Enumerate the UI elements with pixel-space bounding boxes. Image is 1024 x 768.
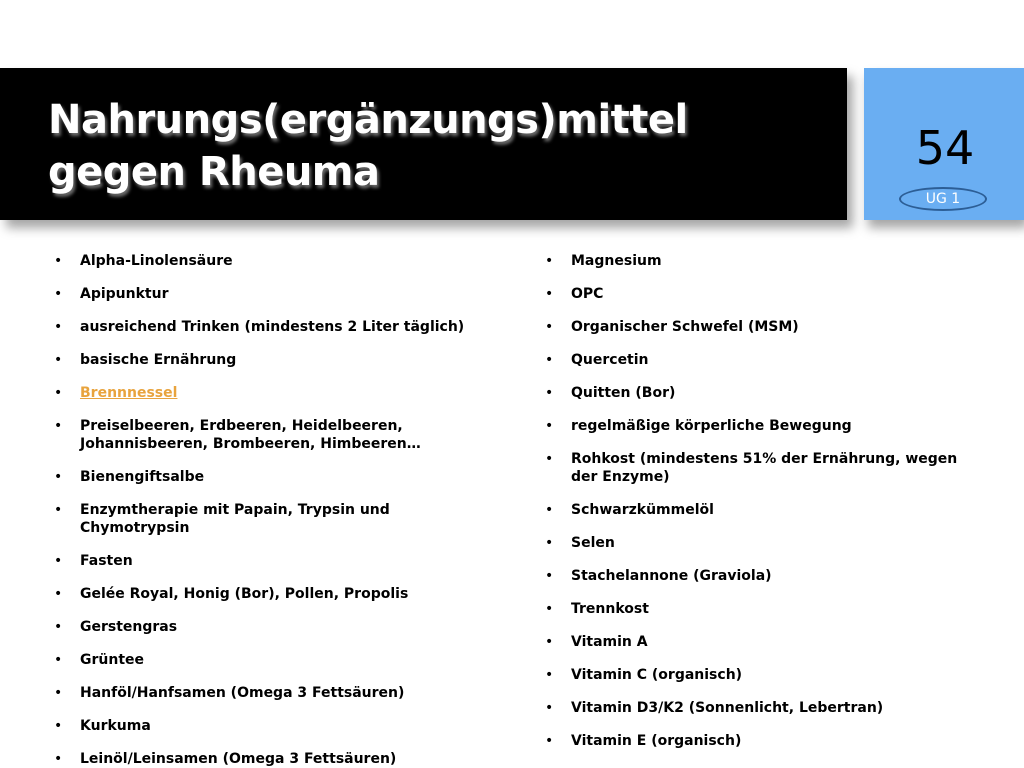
item-link[interactable]: Brennnessel	[80, 385, 178, 401]
item-label: Kurkuma	[80, 718, 151, 734]
item-label: Stachelannone (Graviola)	[571, 568, 772, 584]
item-label: regelmäßige körperliche Bewegung	[571, 418, 852, 434]
left-list-item	[54, 717, 494, 735]
item-label: Hanföl/Hanfsamen (Omega 3 Fettsäuren)	[80, 685, 405, 701]
item-label: Leinöl/Leinsamen (Omega 3 Fettsäuren)	[80, 751, 397, 767]
right-list-item	[545, 600, 985, 618]
right-list-item	[545, 318, 985, 336]
bullet-icon: •	[54, 718, 63, 734]
item-label: Alpha-Linolensäure	[80, 253, 233, 269]
left-list-item	[54, 651, 494, 669]
right-list-item	[545, 732, 985, 750]
right-list-item	[545, 534, 985, 552]
bullet-icon: •	[545, 634, 554, 650]
bullet-icon: •	[545, 253, 554, 269]
bullet-icon: •	[545, 502, 554, 518]
bullet-icon: •	[54, 502, 63, 518]
left-list-item	[54, 750, 494, 768]
bullet-icon: •	[545, 418, 554, 434]
item-label: Fasten	[80, 553, 133, 569]
item-label: Selen	[571, 535, 615, 551]
right-list-item	[545, 567, 985, 585]
item-label: Organischer Schwefel (MSM)	[571, 319, 799, 335]
item-label: Trennkost	[571, 601, 649, 617]
right-list-item	[545, 450, 985, 486]
slide-title: Nahrungs(ergänzungs)mittel gegen Rheuma	[48, 97, 688, 195]
right-list-item	[545, 501, 985, 519]
bullet-icon: •	[54, 418, 63, 434]
bullet-icon: •	[54, 553, 63, 569]
bullet-icon: •	[54, 619, 63, 635]
left-list-item	[54, 501, 494, 537]
right-list-item	[545, 633, 985, 651]
item-label: Schwarzkümmelöl	[571, 502, 714, 518]
bullet-icon: •	[54, 385, 63, 401]
bullet-icon: •	[545, 568, 554, 584]
item-label: Enzymtherapie mit Papain, Trypsin und Chymotrypsin	[80, 502, 390, 536]
bullet-icon: •	[54, 286, 63, 302]
right-list-item	[545, 699, 985, 717]
item-label: Quercetin	[571, 352, 649, 368]
item-label: Vitamin C (organisch)	[571, 667, 743, 683]
bullet-icon: •	[545, 700, 554, 716]
page-number: 54	[915, 121, 975, 175]
item-label: Grüntee	[80, 652, 145, 668]
left-list-item	[54, 684, 494, 702]
left-list-item	[54, 351, 494, 369]
bullet-icon: •	[54, 253, 63, 269]
right-list-item	[545, 285, 985, 303]
left-list-item	[54, 417, 494, 453]
bullet-icon: •	[545, 319, 554, 335]
right-list-item	[545, 666, 985, 684]
left-list-item	[54, 618, 494, 636]
bullet-icon: •	[54, 685, 63, 701]
bullet-icon: •	[54, 751, 63, 767]
left-list-item	[54, 552, 494, 570]
bullet-icon: •	[54, 586, 63, 602]
right-list-item	[545, 351, 985, 369]
right-bullet-list	[545, 252, 985, 765]
bullet-icon: •	[545, 385, 554, 401]
item-label: Vitamin E (organisch)	[571, 733, 742, 749]
section-badge: UG 1	[899, 187, 987, 211]
item-label: Preiselbeeren, Erdbeeren, Heidelbeeren, Johannisbeeren, Brombeeren, Himbeeren…	[80, 418, 421, 452]
left-list-item	[54, 252, 494, 270]
left-bullet-list	[54, 252, 494, 768]
item-label: ausreichend Trinken (mindestens 2 Liter täglich)	[80, 319, 465, 335]
item-label: basische Ernährung	[80, 352, 237, 368]
bullet-icon: •	[54, 319, 63, 335]
left-list-item	[54, 468, 494, 486]
item-label: Magnesium	[571, 253, 662, 269]
bullet-icon: •	[54, 652, 63, 668]
item-label: Gerstengras	[80, 619, 178, 635]
left-list-item	[54, 318, 494, 336]
right-list-item	[545, 384, 985, 402]
item-label: OPC	[571, 286, 604, 302]
item-label: Rohkost (mindestens 51% der Ernährung, wegen der Enzyme)	[571, 451, 958, 485]
item-label: Bienengiftsalbe	[80, 469, 205, 485]
bullet-icon: •	[54, 469, 63, 485]
bullet-icon: •	[545, 286, 554, 302]
bullet-icon: •	[545, 535, 554, 551]
right-list-item	[545, 417, 985, 435]
bullet-icon: •	[545, 601, 554, 617]
item-label: Vitamin D3/K2 (Sonnenlicht, Lebertran)	[571, 700, 884, 716]
item-label: Gelée Royal, Honig (Bor), Pollen, Propolis	[80, 586, 409, 602]
bullet-icon: •	[545, 352, 554, 368]
bullet-icon: •	[545, 733, 554, 749]
left-list-item	[54, 585, 494, 603]
item-label: Quitten (Bor)	[571, 385, 676, 401]
left-list-item[interactable]	[54, 384, 494, 402]
bullet-icon: •	[545, 667, 554, 683]
left-list-item	[54, 285, 494, 303]
bullet-icon: •	[545, 451, 554, 467]
item-label: Vitamin A	[571, 634, 648, 650]
item-label: Apipunktur	[80, 286, 169, 302]
right-list-item	[545, 252, 985, 270]
bullet-icon: •	[54, 352, 63, 368]
